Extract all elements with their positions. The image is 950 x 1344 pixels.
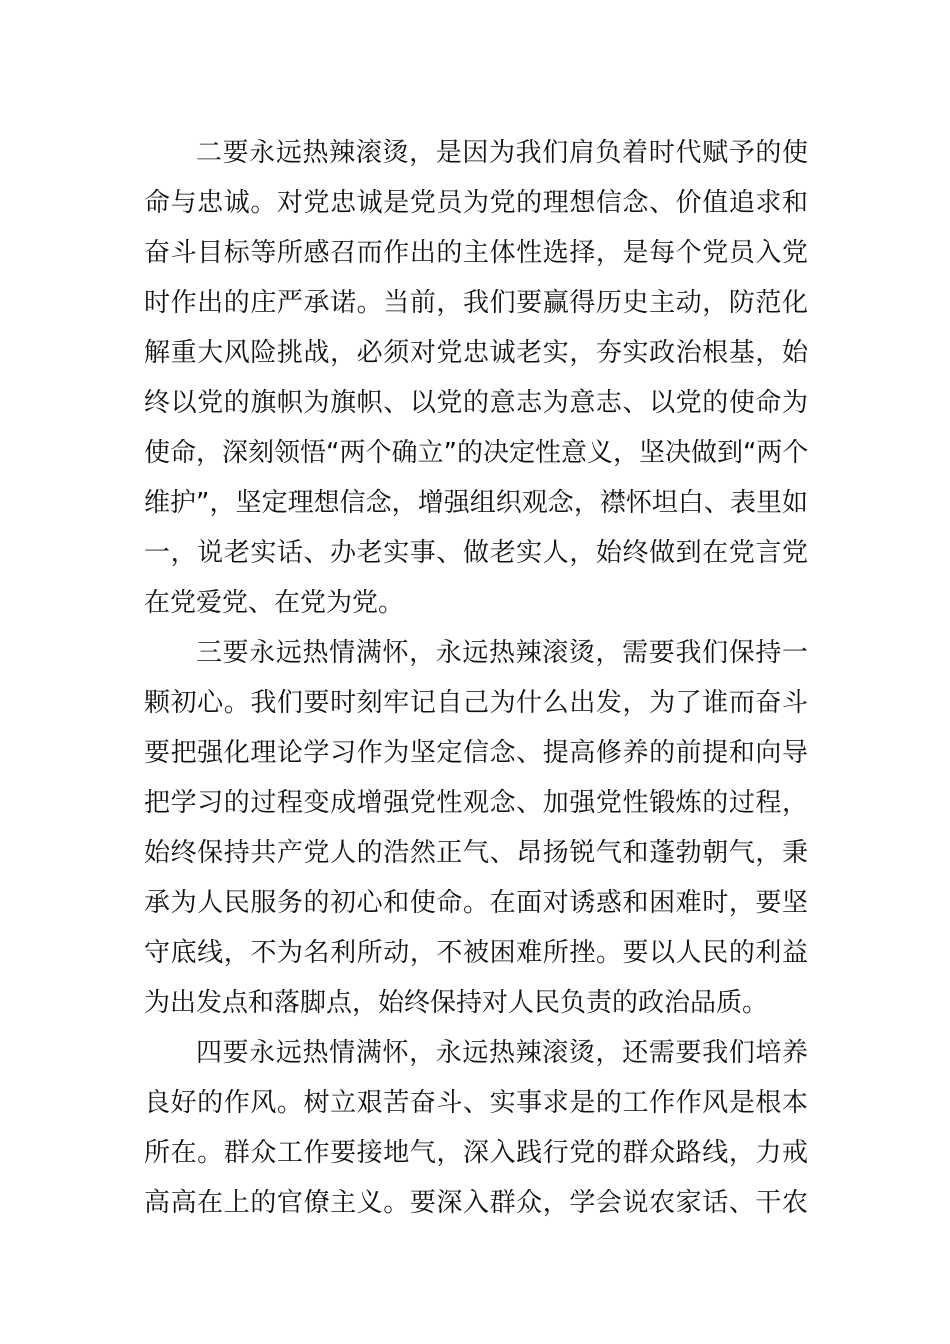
text-line: 时作出的庄严承诺。当前，我们要赢得历史主动，防范化 — [144, 288, 808, 318]
text-line: 良好的作风。树立艰苦奋斗、实事求是的工作作风是根本 — [144, 1088, 808, 1118]
paragraph-3 — [144, 628, 808, 1028]
text-line: 高高在上的官僚主义。要深入群众，学会说农家话、干农 — [144, 1188, 808, 1218]
text-line: 把学习的过程变成增强党性观念、加强党性锻炼的过程， — [144, 788, 808, 818]
text-line: 所在。群众工作要接地气，深入践行党的群众路线，力戒 — [144, 1138, 808, 1168]
text-line: 承为人民服务的初心和使命。在面对诱惑和困难时，要坚 — [144, 888, 808, 918]
paragraph-2 — [144, 128, 808, 628]
paragraph-4 — [144, 1028, 808, 1228]
text-line: 为出发点和落脚点，始终保持对人民负责的政治品质。 — [144, 988, 769, 1018]
text-line: 命与忠诚。对党忠诚是党员为党的理想信念、价值追求和 — [144, 188, 808, 218]
text-line: 要把强化理论学习作为坚定信念、提高修养的前提和向导 — [144, 738, 808, 768]
text-line: 始终保持共产党人的浩然正气、昂扬锐气和蓬勃朝气，秉 — [144, 838, 808, 868]
text-line: 维护”，坚定理想信念，增强组织观念，襟怀坦白、表里如 — [144, 488, 808, 518]
text-line: 终以党的旗帜为旗帜、以党的意志为意志、以党的使命为 — [144, 388, 808, 418]
text-line: 颗初心。我们要时刻牢记自己为什么出发，为了谁而奋斗 — [144, 688, 808, 718]
text-line: 三要永远热情满怀，永远热辣滚烫，需要我们保持一 — [196, 638, 808, 668]
text-line: 四要永远热情满怀，永远热辣滚烫，还需要我们培养 — [196, 1038, 808, 1068]
text-line: 二要永远热辣滚烫，是因为我们肩负着时代赋予的使 — [196, 138, 808, 168]
text-line: 守底线，不为名利所动，不被困难所挫。要以人民的利益 — [144, 938, 808, 968]
text-line: 奋斗目标等所感召而作出的主体性选择，是每个党员入党 — [144, 238, 808, 268]
text-line: 使命，深刻领悟“两个确立”的决定性意义，坚决做到“两个 — [144, 438, 808, 468]
text-line: 一，说老实话、办老实事、做老实人，始终做到在党言党 — [144, 538, 808, 568]
text-line: 解重大风险挑战，必须对党忠诚老实，夯实政治根基，始 — [144, 338, 808, 368]
text-line: 在党爱党、在党为党。 — [144, 588, 405, 618]
document-body — [144, 128, 808, 1228]
